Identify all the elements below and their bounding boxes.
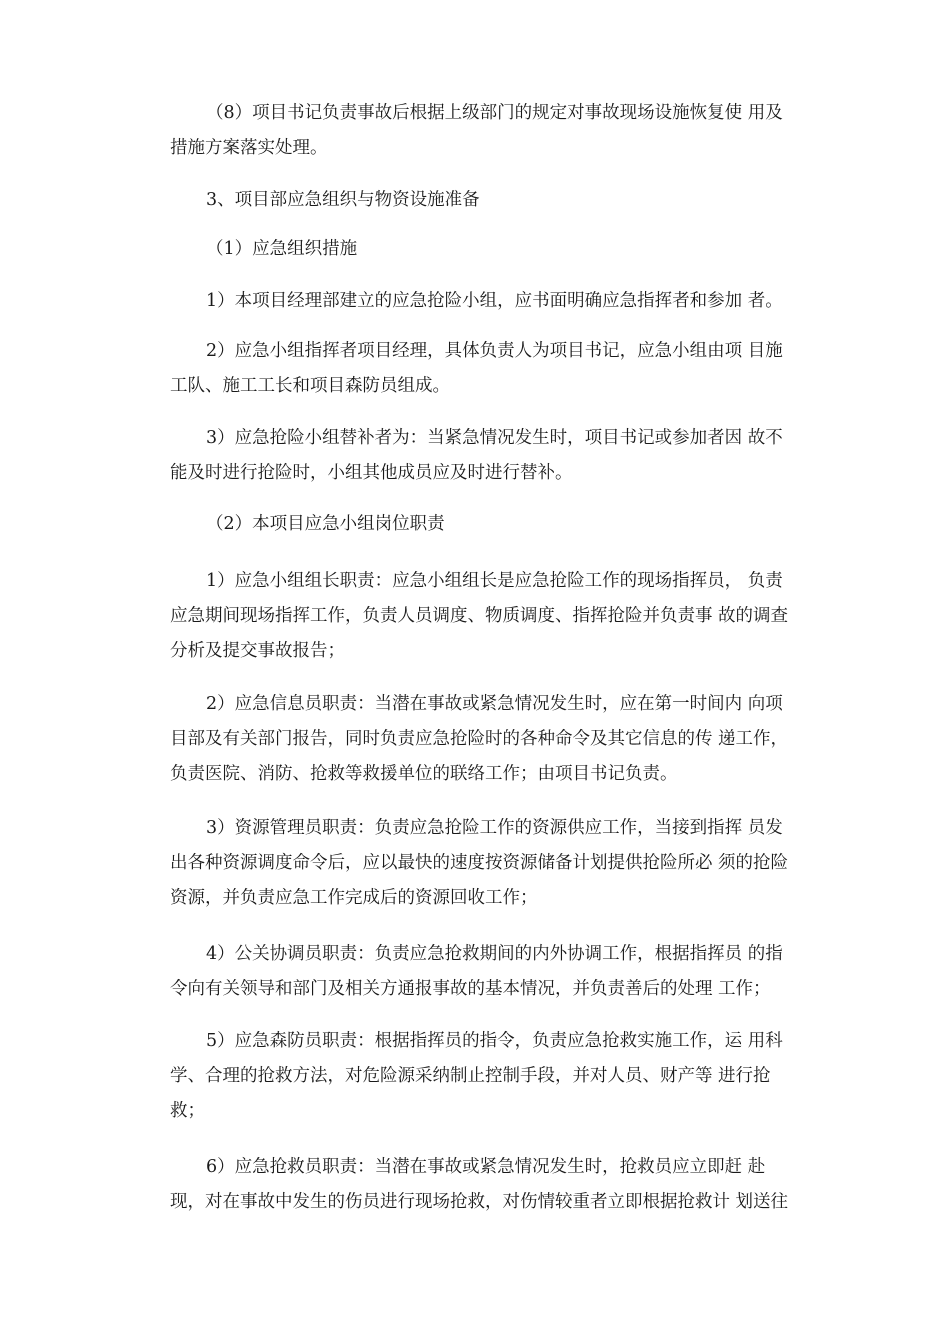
text-line: 措施方案落实处理。 [170, 138, 328, 158]
paragraph-duty-forest-fire-officer [170, 1024, 815, 1129]
paragraph-duty-pr-coordinator [170, 937, 815, 1007]
text-line: 目部及有关部门报告，同时负责应急抢险时的各种命令及其它信息的传 递工作， [170, 729, 789, 749]
text-line: 4）公关协调员职责：负责应急抢救期间的内外协调工作，根据指挥员 的指 [206, 944, 783, 964]
text-line: 2）应急小组指挥者项目经理，具体负责人为项目书记，应急小组由项 目施 [206, 341, 783, 361]
text-line: 现，对在事故中发生的伤员进行现场抢救，对伤情较重者立即根据抢救计 划送往 [170, 1192, 789, 1212]
text-line: 分析及提交事故报告； [170, 641, 345, 661]
paragraph-item-8-closing [170, 96, 815, 166]
text-line: 学、合理的抢救方法，对危险源采纳制止控制手段，并对人员、财产等 进行抢 [170, 1066, 771, 1086]
text-line: 负责医院、消防、抢救等救援单位的联络工作；由项目书记负责。 [170, 764, 678, 784]
text-line: 出各种资源调度命令后，应以最快的速度按资源储备计划提供抢险所必 须的抢险 [170, 853, 789, 873]
text-line: （8）项目书记负责事故后根据上级部门的规定对事故现场设施恢复使 用及 [206, 103, 783, 123]
section-heading-3 [170, 183, 815, 218]
subheading-1-emergency-organization [170, 232, 815, 267]
text-line: 1）应急小组组长职责：应急小组组长是应急抢险工作的现场指挥员， 负责 [206, 571, 783, 591]
text-line: 救； [170, 1101, 205, 1121]
paragraph-org-1 [170, 284, 815, 319]
paragraph-duty-leader [170, 564, 815, 669]
text-line: 3）资源管理员职责：负责应急抢险工作的资源供应工作，当接到指挥 员发 [206, 818, 783, 838]
paragraph-duty-rescuer [170, 1150, 815, 1220]
text-line: 5）应急森防员职责：根据指挥员的指令，负责应急抢救实施工作，运 用科 [206, 1031, 783, 1051]
text-line: 2）应急信息员职责：当潜在事故或紧急情况发生时，应在第一时间内 向项 [206, 694, 783, 714]
text-line: 应急期间现场指挥工作，负责人员调度、物质调度、指挥抢险并负责事 故的调查 [170, 606, 789, 626]
paragraph-duty-resource-manager [170, 811, 815, 916]
text-line: 能及时进行抢险时，小组其他成员应及时进行替补。 [170, 463, 573, 483]
paragraph-org-3 [170, 421, 815, 491]
subheading-2-duties [170, 507, 815, 542]
text-line: （2）本项目应急小组岗位职责 [206, 514, 445, 534]
text-line: 3）应急抢险小组替补者为：当紧急情况发生时，项目书记或参加者因 故不 [206, 428, 783, 448]
text-line: 1）本项目经理部建立的应急抢险小组，应书面明确应急指挥者和参加 者。 [206, 291, 783, 311]
text-line: 3、项目部应急组织与物资设施准备 [206, 190, 480, 210]
text-line: 资源，并负责应急工作完成后的资源回收工作； [170, 888, 538, 908]
text-line: 6）应急抢救员职责：当潜在事故或紧急情况发生时，抢救员应立即赶 赴 [206, 1157, 766, 1177]
paragraph-duty-info-officer [170, 687, 815, 792]
text-line: （1）应急组织措施 [206, 239, 358, 259]
paragraph-org-2 [170, 334, 815, 404]
text-line: 工队、施工工长和项目森防员组成。 [170, 376, 450, 396]
text-line: 令向有关领导和部门及相关方通报事故的基本情况，并负责善后的处理 工作； [170, 979, 771, 999]
